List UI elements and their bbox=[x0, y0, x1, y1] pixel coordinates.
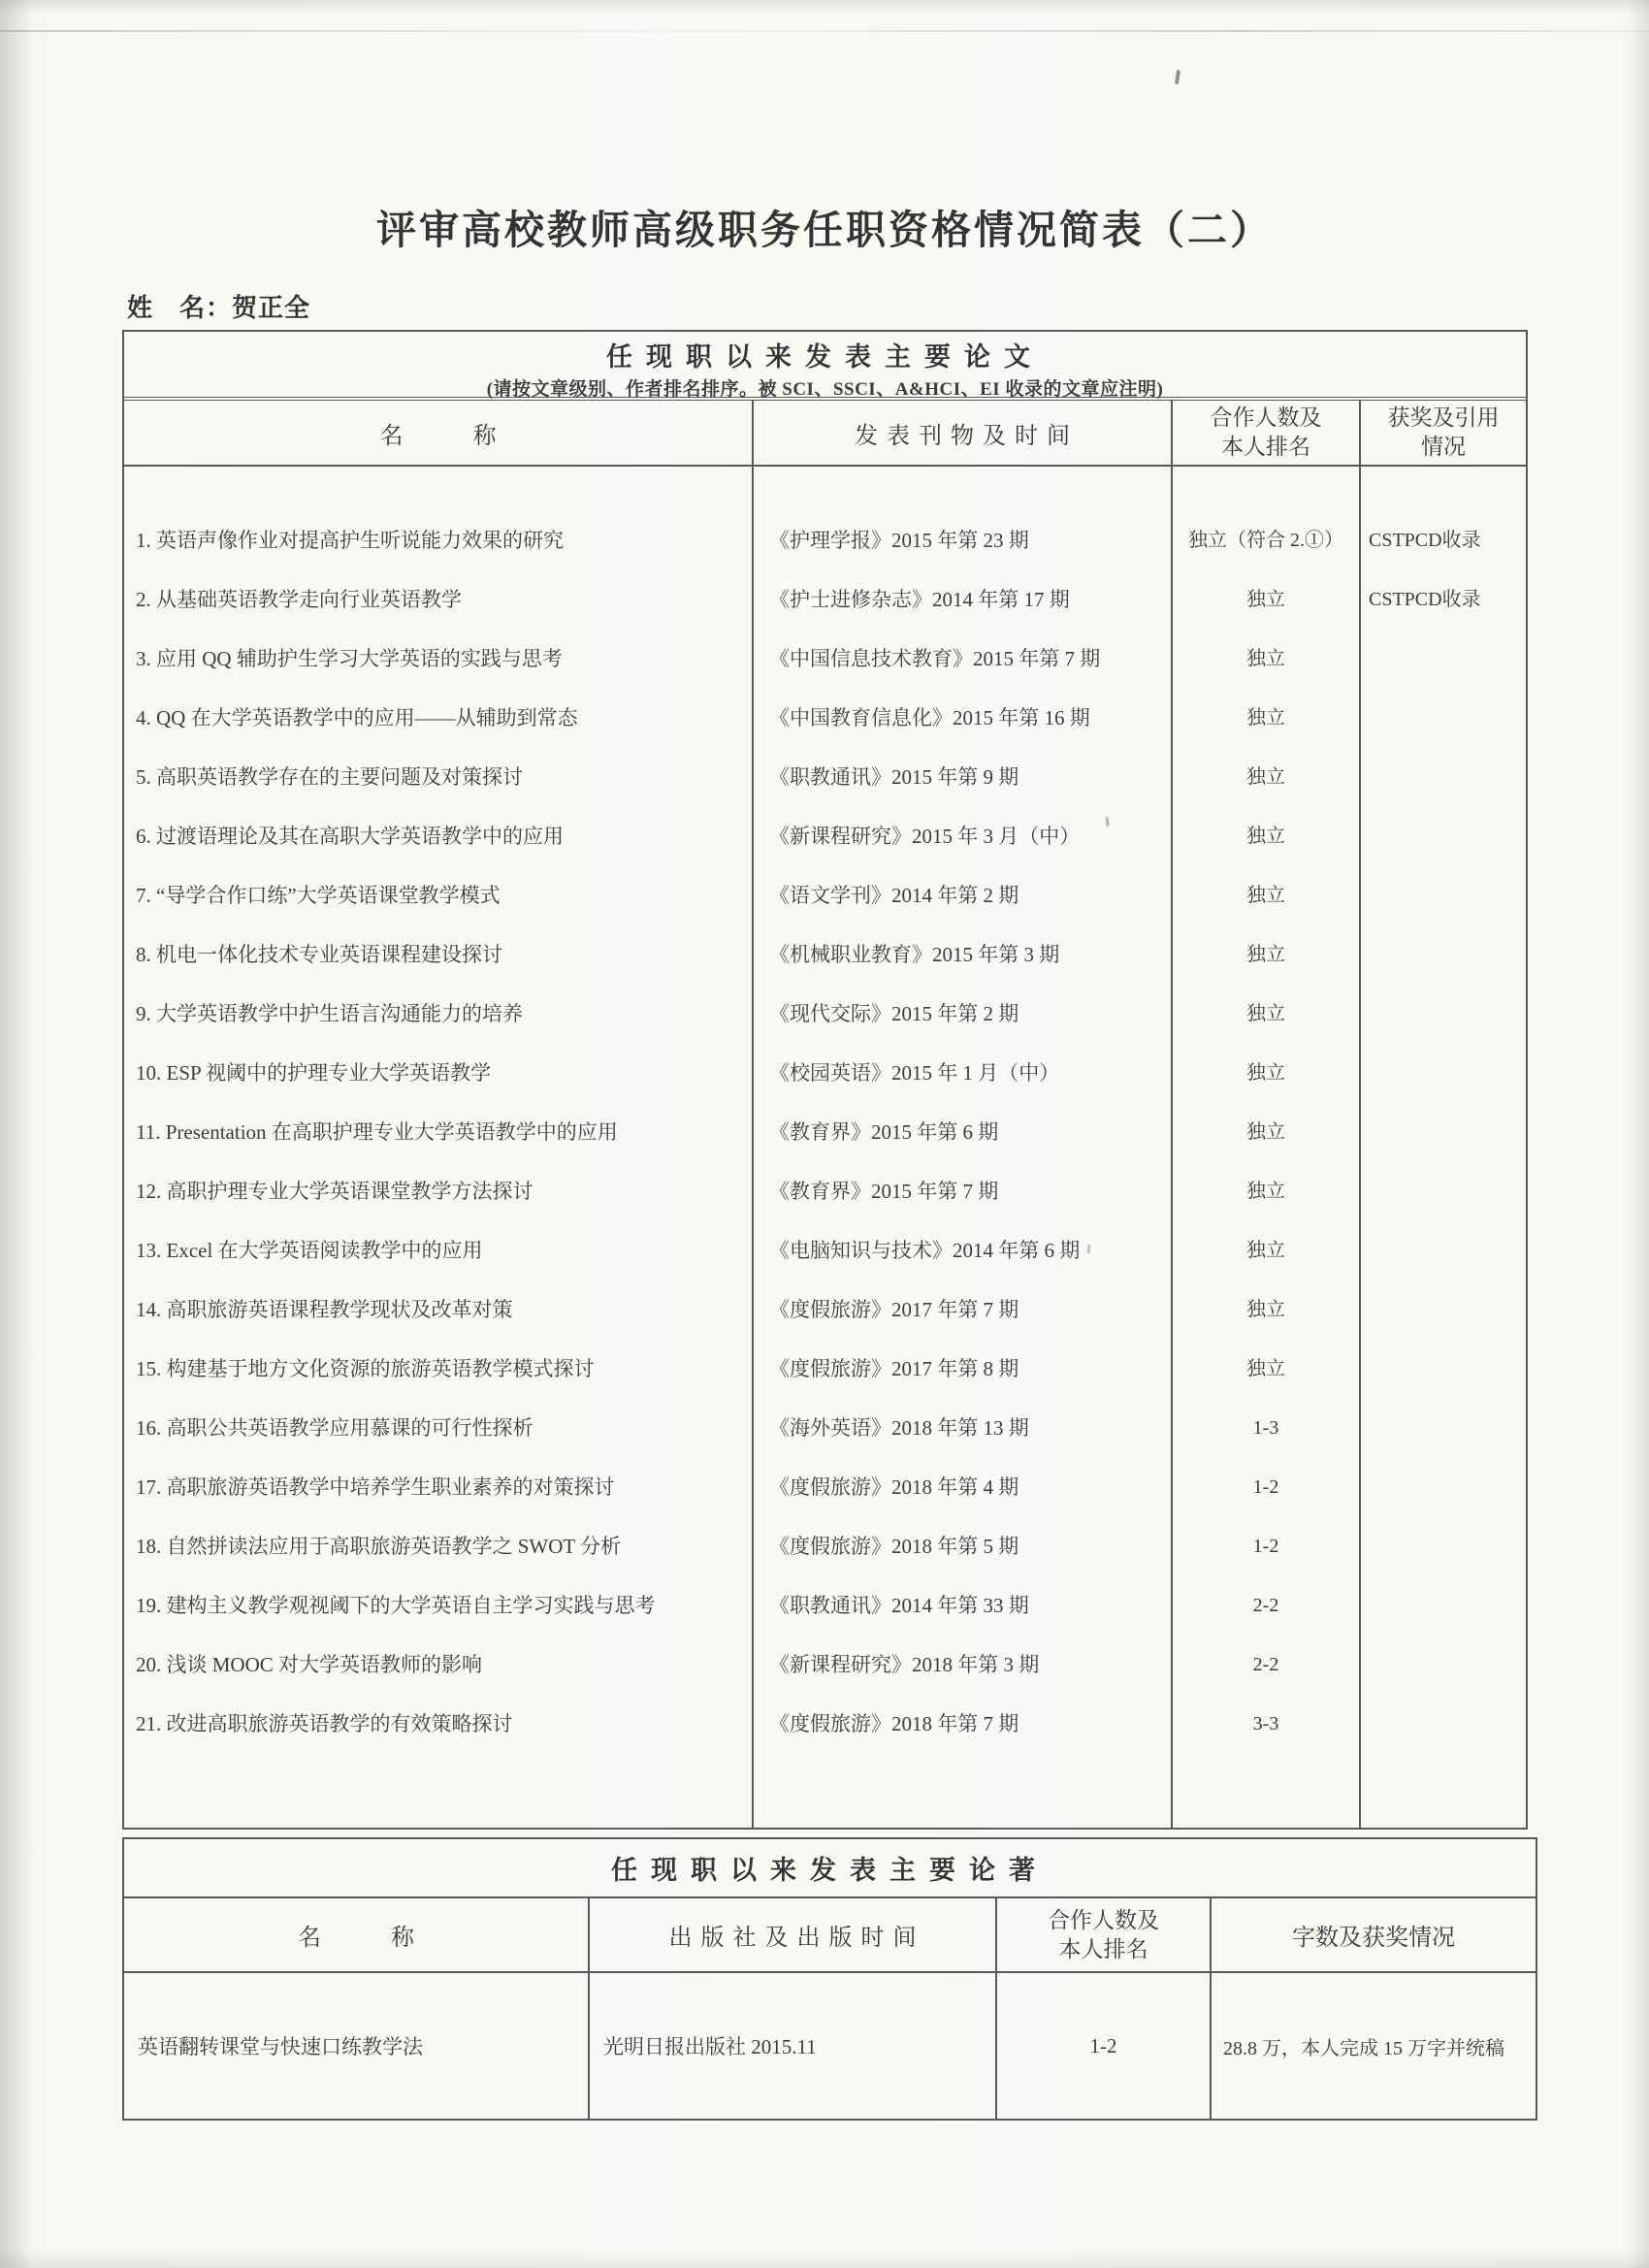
paper-rank-cell: 独立 bbox=[1246, 1121, 1285, 1143]
paper-journal-cell: 《教育界》2015 年第 7 期 bbox=[769, 1180, 999, 1203]
papers-column-header-row bbox=[124, 401, 1526, 467]
paper-title-cell: 16. 高职公共英语教学应用慕课的可行性探析 bbox=[136, 1416, 534, 1440]
books-col-header-publisher: 出版社及出版时间 bbox=[590, 1898, 997, 1971]
paper-journal-cell: 《语文学刊》2014 年第 2 期 bbox=[769, 884, 1019, 907]
paper-award-cell bbox=[1361, 807, 1526, 866]
paper-journal-cell: 《度假旅游》2017 年第 7 期 bbox=[769, 1298, 1019, 1321]
books-section-title: 任现职以来发表主要论著 bbox=[611, 1856, 1049, 1885]
paper-rank-cell: 独立 bbox=[1246, 1240, 1285, 1261]
paper-journal-cell: 《新课程研究》2015 年 3 月（中） bbox=[769, 825, 1081, 848]
paper-award-cell bbox=[1361, 689, 1526, 748]
paper-journal-cell: 《职教通讯》2014 年第 33 期 bbox=[769, 1594, 1029, 1617]
paper-journal-cell: 《中国教育信息化》2015 年第 16 期 bbox=[769, 706, 1090, 729]
paper-journal-cell: 《职教通讯》2015 年第 9 期 bbox=[769, 765, 1019, 789]
paper-award-cell bbox=[1361, 1162, 1526, 1221]
paper-award-cell bbox=[1361, 1044, 1526, 1103]
papers-col-header-award: 获奖及引用 情况 bbox=[1387, 405, 1500, 459]
paper-rank-cell: 1-3 bbox=[1252, 1417, 1279, 1439]
paper-award-cell bbox=[1361, 1399, 1526, 1458]
paper-rank-cell: 独立 bbox=[1246, 648, 1285, 669]
paper-title-cell: 9. 大学英语教学中护生语言沟通能力的培养 bbox=[136, 1002, 523, 1025]
paper-rank-cell: 独立 bbox=[1246, 1299, 1285, 1320]
paper-rank-cell: 独立 bbox=[1246, 1003, 1285, 1024]
paper-journal-cell: 《校园英语》2015 年 1 月（中） bbox=[769, 1061, 1060, 1085]
paper-award-cell bbox=[1361, 1103, 1526, 1162]
book-row bbox=[124, 1973, 1536, 2119]
paper-rank-cell: 2-2 bbox=[1252, 1595, 1279, 1616]
paper-title-cell: 8. 机电一体化技术专业英语课程建设探讨 bbox=[136, 943, 502, 966]
scan-edge-shadow-top bbox=[0, 0, 1649, 14]
name-label: 姓 名： bbox=[127, 294, 233, 322]
paper-title-cell: 10. ESP 视阈中的护理专业大学英语教学 bbox=[136, 1061, 492, 1085]
paper-title-cell: 13. Excel 在大学英语阅读教学中的应用 bbox=[136, 1239, 483, 1262]
scan-paper-edge-line bbox=[0, 30, 1649, 32]
paper-award-cell bbox=[1361, 985, 1526, 1044]
paper-rank-cell: 3-3 bbox=[1252, 1713, 1279, 1734]
paper-award-cell bbox=[1361, 1221, 1526, 1280]
paper-title-cell: 15. 构建基于地方文化资源的旅游英语教学模式探讨 bbox=[136, 1357, 595, 1380]
books-col-header-rank: 合作人数及 本人排名 bbox=[997, 1898, 1212, 1971]
papers-col-header-journal: 发表刊物及时间 bbox=[754, 401, 1173, 465]
paper-journal-cell: 《护士进修杂志》2014 年第 17 期 bbox=[769, 588, 1070, 611]
papers-table bbox=[122, 330, 1528, 1830]
book-words-cell: 28.8 万，本人完成 15 万字并统稿 bbox=[1223, 2037, 1504, 2059]
paper-rank-cell: 独立 bbox=[1246, 766, 1285, 788]
paper-title-cell: 2. 从基础英语教学走向行业英语教学 bbox=[136, 588, 462, 611]
paper-award-cell bbox=[1361, 1340, 1526, 1399]
paper-rank-cell: 独立 bbox=[1246, 1062, 1285, 1084]
books-table-body bbox=[124, 1973, 1536, 2119]
paper-award-cell bbox=[1361, 1576, 1526, 1636]
paper-rank-cell: 2-2 bbox=[1252, 1654, 1279, 1675]
paper-rank-cell: 独立 bbox=[1246, 707, 1285, 729]
paper-journal-cell: 《电脑知识与技术》2014 年第 6 期 bbox=[769, 1239, 1081, 1262]
scan-edge-shadow-right bbox=[1630, 0, 1649, 2268]
books-table bbox=[122, 1837, 1537, 2121]
paper-rank-cell: 独立 bbox=[1246, 885, 1285, 906]
paper-journal-cell: 《现代交际》2015 年第 2 期 bbox=[769, 1002, 1019, 1025]
paper-award-cell bbox=[1361, 925, 1526, 985]
paper-award-cell: CSTPCD收录 bbox=[1369, 589, 1481, 610]
paper-rank-cell: 独立 bbox=[1246, 1181, 1285, 1202]
paper-title-cell: 17. 高职旅游英语教学中培养学生职业素养的对策探讨 bbox=[136, 1475, 615, 1499]
paper-award-cell bbox=[1361, 748, 1526, 807]
books-column-header-row bbox=[124, 1898, 1536, 1973]
paper-title-cell: 21. 改进高职旅游英语教学的有效策略探讨 bbox=[136, 1712, 513, 1735]
name-line bbox=[127, 288, 310, 324]
paper-title-cell: 19. 建构主义教学观视阈下的大学英语自主学习实践与思考 bbox=[136, 1594, 656, 1617]
paper-journal-cell: 《护理学报》2015 年第 23 期 bbox=[769, 529, 1029, 552]
paper-award-cell: CSTPCD收录 bbox=[1369, 530, 1481, 551]
paper-journal-cell: 《教育界》2015 年第 6 期 bbox=[769, 1120, 999, 1144]
papers-rank-column bbox=[1173, 467, 1361, 1828]
paper-title-cell: 7. “导学合作口练”大学英语课堂教学模式 bbox=[136, 884, 501, 907]
paper-journal-cell: 《新课程研究》2018 年第 3 期 bbox=[769, 1653, 1040, 1676]
paper-award-cell bbox=[1361, 1458, 1526, 1517]
paper-award-cell bbox=[1361, 630, 1526, 689]
paper-rank-cell: 1-2 bbox=[1252, 1476, 1279, 1498]
papers-section-note: (请按文章级别、作者排名排序。被 SCI、SSCI、A&HCI、EI 收录的文章应注明) bbox=[486, 379, 1164, 400]
paper-title-cell: 12. 高职护理专业大学英语课堂教学方法探讨 bbox=[136, 1180, 534, 1203]
paper-journal-cell: 《度假旅游》2018 年第 5 期 bbox=[769, 1535, 1019, 1558]
scan-edge-shadow-bottom bbox=[0, 2251, 1649, 2268]
paper-journal-cell: 《机械职业教育》2015 年第 3 期 bbox=[769, 943, 1060, 966]
paper-journal-cell: 《海外英语》2018 年第 13 期 bbox=[769, 1416, 1029, 1440]
book-publisher-cell: 光明日报出版社 2015.11 bbox=[590, 1973, 997, 2119]
paper-journal-cell: 《中国信息技术教育》2015 年第 7 期 bbox=[769, 647, 1101, 670]
paper-rank-cell: 独立 bbox=[1246, 589, 1285, 610]
paper-journal-cell: 《度假旅游》2017 年第 8 期 bbox=[769, 1357, 1019, 1380]
paper-award-cell bbox=[1361, 1517, 1526, 1576]
paper-title-cell: 14. 高职旅游英语课程教学现状及改革对策 bbox=[136, 1298, 513, 1321]
paper-title-cell: 20. 浅谈 MOOC 对大学英语教师的影响 bbox=[136, 1653, 483, 1676]
papers-section-header bbox=[124, 332, 1526, 401]
paper-award-cell bbox=[1361, 1695, 1526, 1754]
paper-title-cell: 6. 过渡语理论及其在高职大学英语教学中的应用 bbox=[136, 825, 564, 848]
paper-award-cell bbox=[1361, 866, 1526, 925]
name-value: 贺正全 bbox=[232, 294, 311, 322]
papers-table-body bbox=[124, 467, 1526, 1828]
books-col-header-name: 名 称 bbox=[124, 1898, 590, 1971]
paper-rank-cell: 独立 bbox=[1246, 944, 1285, 965]
paper-rank-cell: 独立（符合 2.①） bbox=[1188, 530, 1343, 551]
paper-rank-cell: 独立 bbox=[1246, 1358, 1285, 1379]
paper-journal-cell: 《度假旅游》2018 年第 4 期 bbox=[769, 1475, 1019, 1499]
paper-title-cell: 18. 自然拼读法应用于高职旅游英语教学之 SWOT 分析 bbox=[136, 1535, 622, 1558]
book-title-cell: 英语翻转课堂与快速口练教学法 bbox=[124, 1973, 590, 2119]
paper-title-cell: 11. Presentation 在高职护理专业大学英语教学中的应用 bbox=[136, 1120, 618, 1144]
scan-edge-shadow-left bbox=[0, 0, 33, 2268]
paper-rank-cell: 1-2 bbox=[1252, 1536, 1279, 1557]
book-rank-cell: 1-2 bbox=[997, 1973, 1212, 2119]
papers-section-title: 任现职以来发表主要论文 bbox=[606, 342, 1044, 372]
papers-col-header-rank: 合作人数及 本人排名 bbox=[1173, 401, 1361, 465]
paper-journal-cell: 《度假旅游》2018 年第 7 期 bbox=[769, 1712, 1019, 1735]
papers-journal-column bbox=[754, 467, 1173, 1828]
paper-rank-cell: 独立 bbox=[1246, 826, 1285, 847]
paper-title-cell: 3. 应用 QQ 辅助护生学习大学英语的实践与思考 bbox=[136, 647, 563, 670]
books-section-header bbox=[124, 1839, 1536, 1898]
paper-award-cell bbox=[1361, 1280, 1526, 1340]
document-title: 评审高校教师高级职务任职资格情况简表（二） bbox=[376, 208, 1273, 252]
paper-title-cell: 5. 高职英语教学存在的主要问题及对策探讨 bbox=[136, 765, 523, 789]
papers-col-header-name: 名 称 bbox=[124, 401, 754, 465]
paper-title-cell: 4. QQ 在大学英语教学中的应用——从辅助到常态 bbox=[136, 706, 578, 729]
papers-title-column bbox=[124, 467, 754, 1828]
paper-award-cell bbox=[1361, 1636, 1526, 1695]
papers-award-column bbox=[1361, 467, 1526, 1828]
paper-title-cell: 1. 英语声像作业对提高护生听说能力效果的研究 bbox=[136, 529, 564, 552]
scan-speck bbox=[1175, 70, 1180, 84]
books-col-header-words: 字数及获奖情况 bbox=[1292, 1926, 1455, 1951]
